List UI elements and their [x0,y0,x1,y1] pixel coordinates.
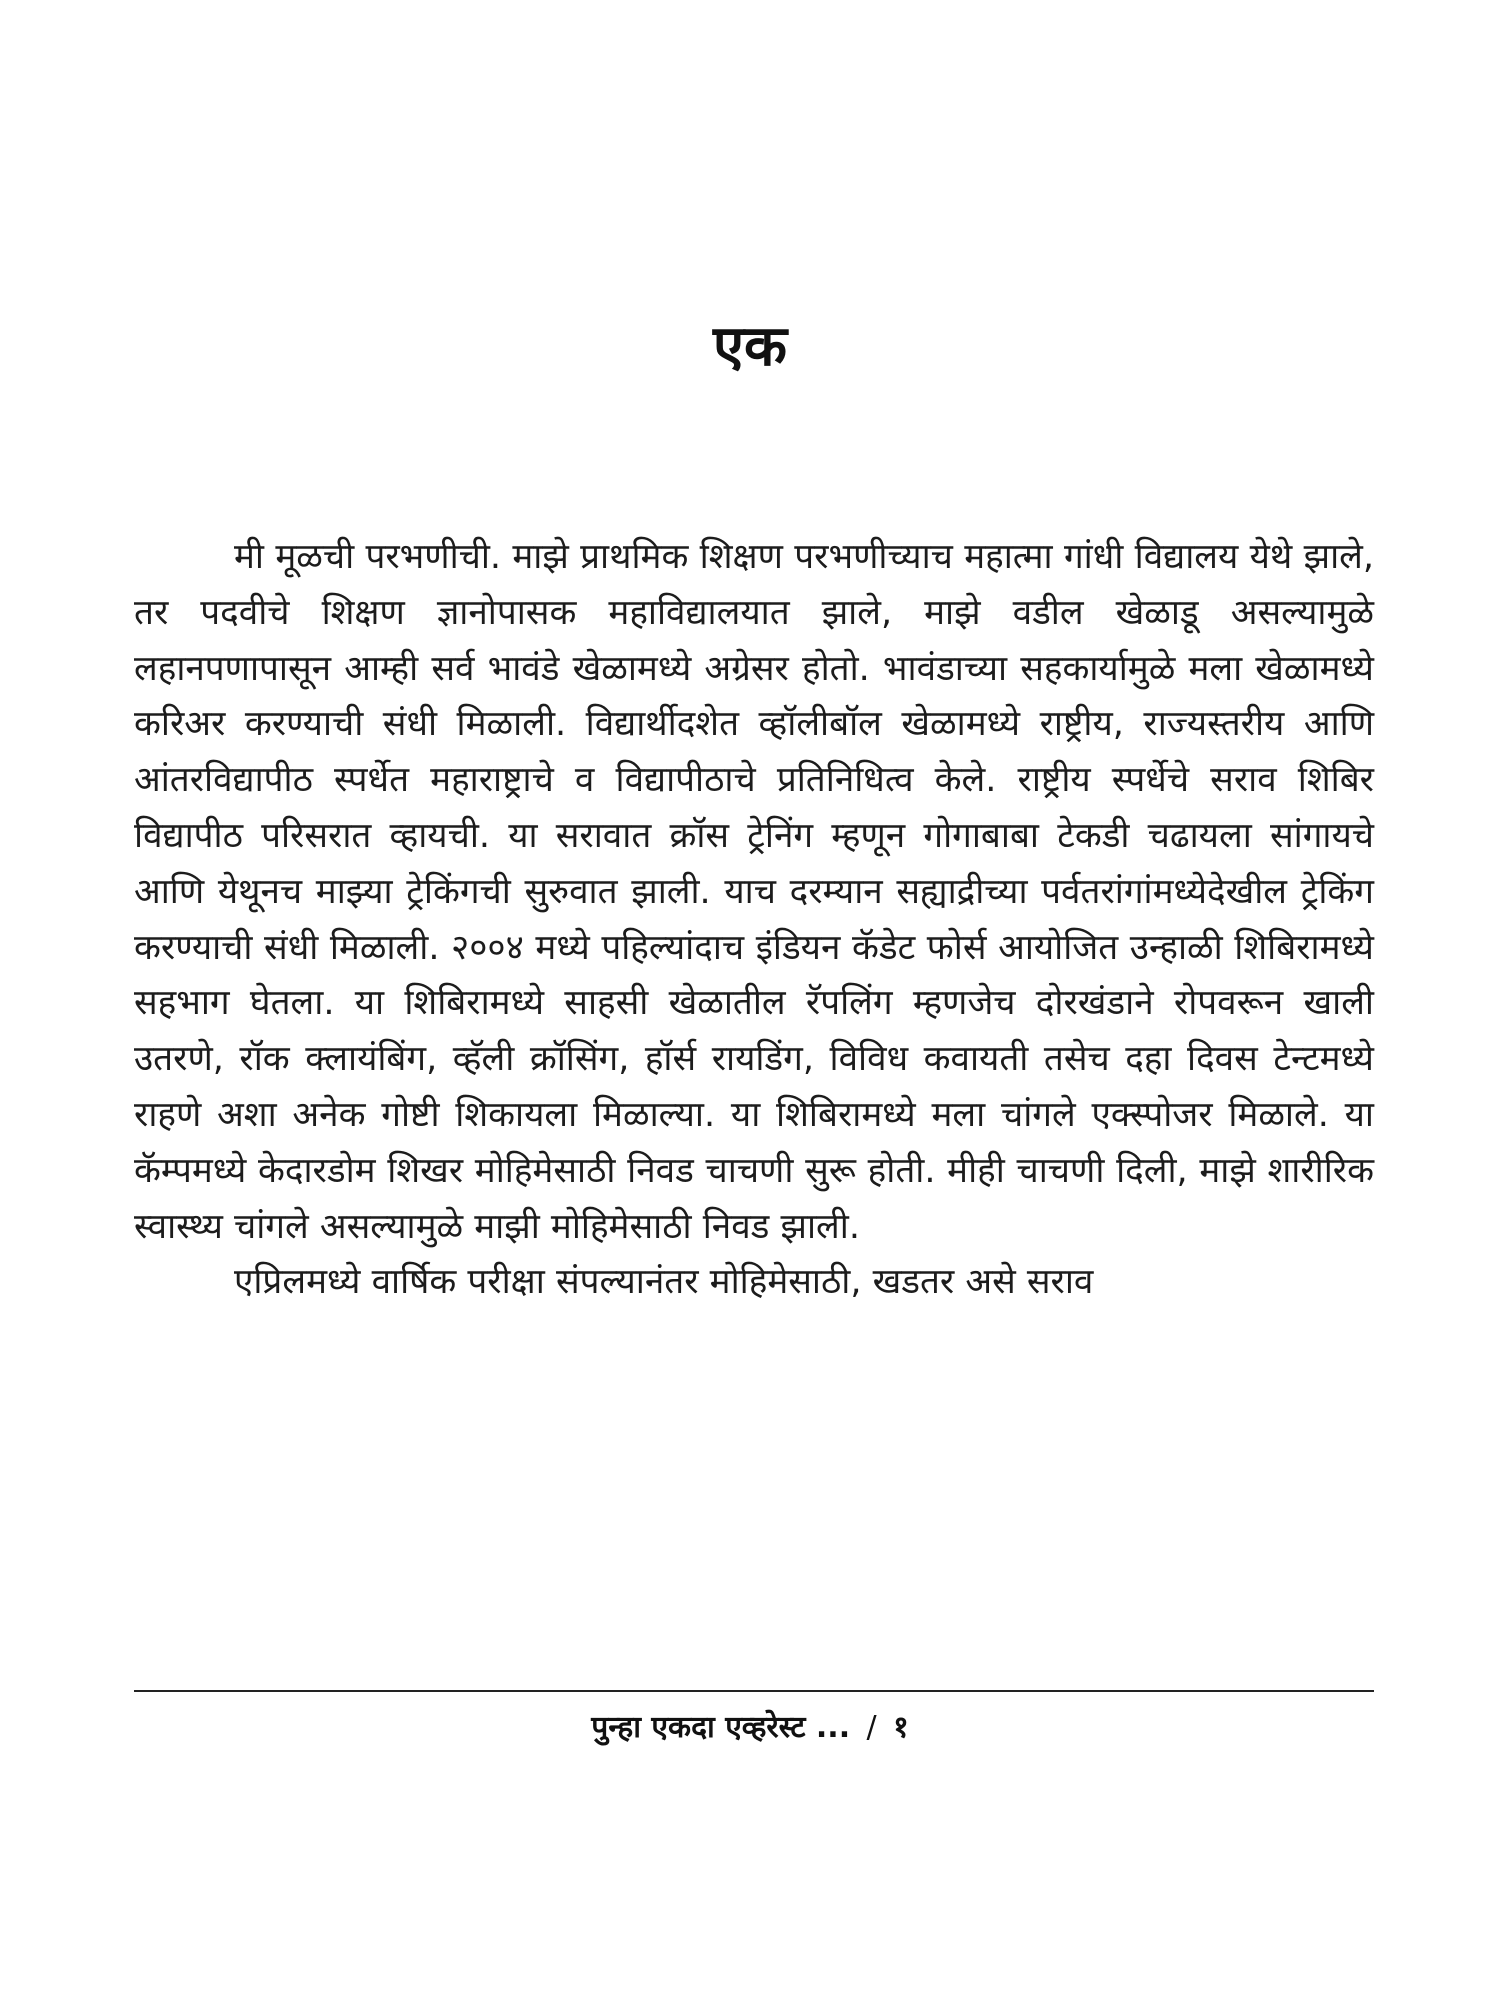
page-footer [0,1706,1500,1750]
paragraph: मी मूळची परभणीची. माझे प्राथमिक शिक्षण परभणीच्याच महात्मा गांधी विद्यालय येथे झाले, तर पदवीचे शिक्षण ज्ञानोपासक महाविद्यालयात झाले, माझे वडील खेळाडू असल्यामुळे लहानपणापासून आम्ही सर्व भावंडे खेळामध्ये अग्रेसर होतो. भावंडाच्या सहकार्यामुळे मला खेळामध्ये करिअर करण्याची संधी मिळाली. विद्यार्थीदशेत व्हॉलीबॉल खेळामध्ये राष्ट्रीय, राज्यस्तरीय आणि आंतरविद्यापीठ स्पर्धेत महाराष्ट्राचे व विद्यापीठाचे प्रतिनिधित्व केले. राष्ट्रीय स्पर्धेचे सराव शिबिर विद्यापीठ परिसरात व्हायची. या सरावात क्रॉस ट्रेनिंग म्हणून गोगाबाबा टेकडी चढायला सांगायचे आणि येथूनच माझ्या ट्रेकिंगची सुरुवात झाली. याच दरम्यान सह्याद्रीच्या पर्वतरांगांमध्येदेखील ट्रेकिंग करण्याची संधी मिळाली. २००४ मध्ये पहिल्यांदाच इंडियन कॅडेट फोर्स आयोजित उन्हाळी शिबिरामध्ये सहभाग घेतला. या शिबिरामध्ये साहसी खेळातील रॅपलिंग म्हणजेच दोरखंडाने रोपवरून खाली उतरणे, रॉक क्लायंबिंग, व्हॅली क्रॉसिंग, हॉर्स रायडिंग, विविध कवायती तसेच दहा दिवस टेन्टमध्ये राहणे अशा अनेक गोष्टी शिकायला मिळाल्या. या शिबिरामध्ये मला चांगले एक्स्पोजर मिळाले. या कॅम्पमध्ये केदारडोम शिखर मोहिमेसाठी निवड चाचणी सुरू होती. मीही चाचणी दिली, माझे शारीरिक स्वास्थ्य चांगले असल्यामुळे माझी मोहिमेसाठी निवड झाली. [134,537,1374,1247]
footer-separator: / [866,1710,877,1745]
running-title: पुन्हा एकदा एव्हरेस्ट ... [591,1710,851,1745]
footer-divider [134,1690,1374,1692]
body-text [134,530,1374,1311]
paragraph: एप्रिलमध्ये वार्षिक परीक्षा संपल्यानंतर मोहिमेसाठी, खडतर असे सराव [234,1262,1094,1303]
chapter-title: एक [713,314,787,379]
page-number: १ [893,1710,909,1745]
